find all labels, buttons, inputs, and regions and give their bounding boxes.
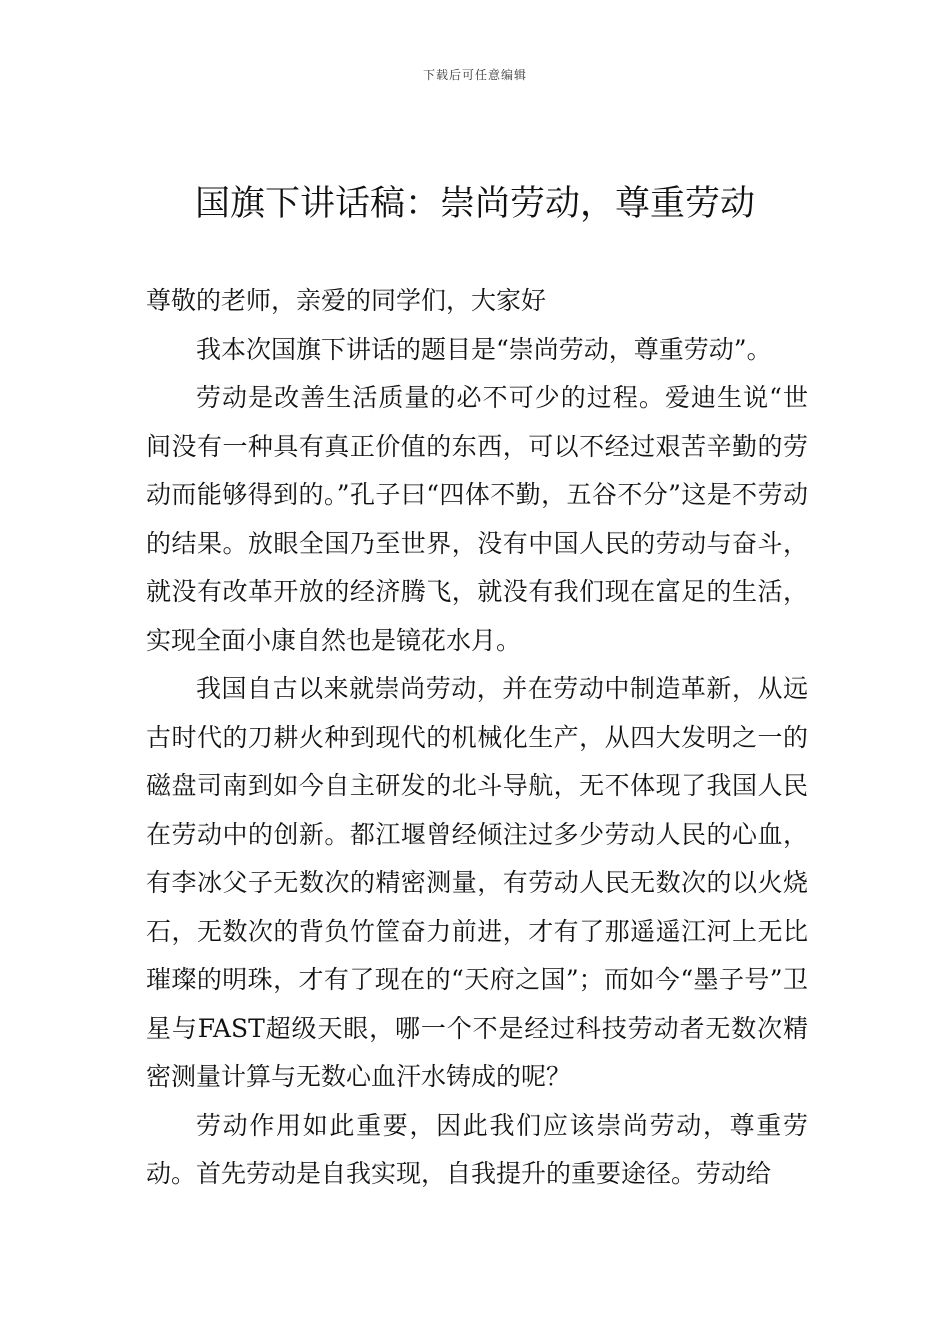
paragraph-importance: 劳动是改善生活质量的必不可少的过程。爱迪生说“世间没有一种具有真正价值的东西，可以不经过艰苦辛勤的劳动而能够得到的。”孔子曰“四体不勤，五谷不分”这是不劳动的结果。放眼全国乃至世界，没有中国人民的劳动与奋斗，就没有改革开放的经济腾飞，就没有我们现在富足的生活，实现全面小康自然也是镜花水月。: [146, 383, 808, 655]
greeting-line: 尊敬的老师，亲爱的同学们，大家好: [146, 286, 547, 315]
paragraph-history: 我国自古以来就崇尚劳动，并在劳动中制造革新，从远古时代的刀耕火种到现代的机械化生产，从四大发明之一的磁盘司南到如今自主研发的北斗导航，无不体现了我国人民在劳动中的创新。都江堰曾经倾注过多少劳动人民的心血，有李冰父子无数次的精密测量，有劳动人民无数次的以火烧石，无数次的背负竹筐奋力前进，才有了那遥遥江河上无比璀璨的明珠，才有了现在的“天府之国”；而如今“墨子号”卫星与FAST超级天眼，哪一个不是经过科技劳动者无数次精密测量计算与无数心血汗水铸成的呢？: [146, 674, 808, 1091]
header-note: 下载后可任意编辑: [422, 68, 527, 82]
paragraph-topic: 我本次国旗下讲话的题目是“崇尚劳动，尊重劳动”。: [196, 334, 772, 364]
paragraph-respect: 劳动作用如此重要，因此我们应该崇尚劳动，尊重劳动。首先劳动是自我实现，自我提升的重要途径。劳动给: [146, 1110, 808, 1188]
document-title: 国旗下讲话稿：崇尚劳动，尊重劳动: [194, 184, 755, 224]
document-body: [146, 277, 808, 1199]
